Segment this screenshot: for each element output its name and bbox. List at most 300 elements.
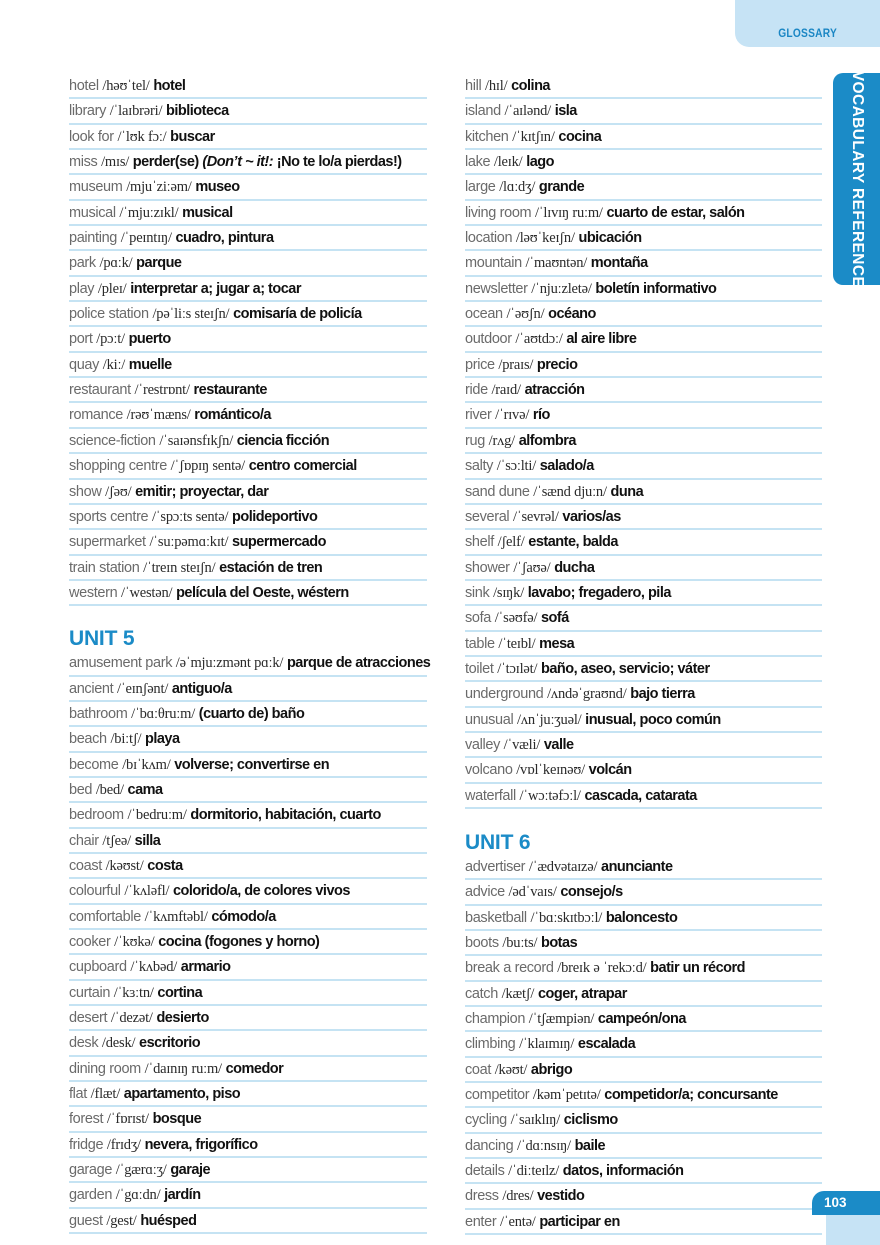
glossary-entry <box>465 982 822 1007</box>
glossary-entry <box>465 454 822 479</box>
vocabulary-reference-label: VOCABULARY REFERENCE <box>848 70 866 288</box>
entry-pronunciation: /kəmˈpetɪtə/ <box>532 1087 601 1104</box>
glossary-entry <box>465 758 822 783</box>
entry-word: look for <box>69 128 114 145</box>
entry-word: location <box>465 230 513 247</box>
entry-translation: centro comercial <box>248 458 357 475</box>
entry-pronunciation: /ˈlɪvɪŋ ruːm/ <box>534 204 603 221</box>
entry-pronunciation: /ˈtreɪn steɪʃn/ <box>143 559 216 576</box>
entry-note: (Don’t ~ it!: <box>202 154 274 171</box>
entry-word: miss <box>69 154 98 171</box>
entry-translation: colina <box>511 78 550 94</box>
entry-word: unusual <box>465 711 514 728</box>
unit-6-list <box>465 855 822 1235</box>
entry-pronunciation: /kætʃ/ <box>501 985 535 1002</box>
entry-translation: batir un récord <box>650 960 745 977</box>
entry-translation: antiguo/a <box>171 680 232 697</box>
entry-word: catch <box>465 985 498 1002</box>
glossary-entry <box>465 530 822 555</box>
glossary-entry <box>69 955 427 980</box>
entry-translation: bosque <box>152 1111 202 1128</box>
entry-translation: anunciante <box>601 858 673 875</box>
entry-translation: cortina <box>157 984 203 1001</box>
glossary-entry <box>465 327 822 352</box>
entry-translation: desierto <box>156 1010 209 1027</box>
glossary-entry <box>465 581 822 606</box>
entry-pronunciation: /biːtʃ/ <box>110 731 142 748</box>
glossary-entry <box>465 251 822 276</box>
entry-translation: armario <box>180 959 231 976</box>
glossary-entry <box>465 201 822 226</box>
entry-word: coat <box>465 1061 492 1078</box>
unit-5-list <box>69 651 431 1234</box>
entry-pronunciation: /sɪŋk/ <box>493 584 525 601</box>
glossary-entry <box>465 1083 822 1108</box>
unit-5-title: UNIT 5 <box>69 627 135 651</box>
entry-word: outdoor <box>465 331 512 348</box>
entry-translation: grande <box>538 179 585 196</box>
glossary-entry <box>69 981 427 1006</box>
glossary-entry <box>69 454 427 479</box>
entry-pronunciation: /ˈrɪvə/ <box>495 407 530 424</box>
entry-word: quay <box>69 356 100 373</box>
entry-translation: ducha <box>554 559 595 576</box>
entry-pronunciation: /ˈrestrɒnt/ <box>134 382 190 399</box>
glossary-entry <box>465 505 822 530</box>
entry-pronunciation: /ˈwɔːtəfɔːl/ <box>519 787 581 804</box>
entry-translation: escritorio <box>139 1035 201 1052</box>
entry-word: western <box>69 584 118 601</box>
entry-translation: océano <box>548 306 596 323</box>
entry-pronunciation: /ˈnjuːzletə/ <box>531 280 592 297</box>
glossary-entry <box>465 931 822 956</box>
glossary-entry <box>69 327 427 352</box>
glossary-entry <box>465 880 822 905</box>
entry-word: valley <box>465 736 500 753</box>
entry-translation: costa <box>147 857 183 874</box>
entry-word: musical <box>69 204 116 221</box>
entry-pronunciation: /ˈsænd djuːn/ <box>533 483 607 500</box>
entry-translation: apartamento, piso <box>123 1086 241 1103</box>
entry-pronunciation: /ˈʃaʊə/ <box>513 559 551 576</box>
glossary-entry <box>69 556 427 581</box>
glossary-entry <box>465 74 822 99</box>
entry-translation: participar en <box>539 1213 620 1230</box>
entry-translation: alfombra <box>518 432 576 449</box>
entry-pronunciation: /ˈlaɪbrəri/ <box>109 103 163 120</box>
entry-pronunciation: /ˈsevrəl/ <box>512 508 559 525</box>
entry-translation: musical <box>182 204 233 221</box>
glossary-entry <box>69 1133 427 1158</box>
entry-word: romance <box>69 407 123 424</box>
entry-pronunciation: /ˈentə/ <box>500 1213 536 1230</box>
entry-pronunciation: /əˈmjuːzmənt pɑːk/ <box>175 655 284 672</box>
glossary-entry <box>465 99 822 124</box>
glossary-entry <box>465 1108 822 1133</box>
glossary-entry <box>69 302 427 327</box>
entry-translation: río <box>532 407 550 424</box>
entry-translation: vestido <box>537 1188 585 1205</box>
entry-translation: datos, información <box>562 1163 684 1180</box>
entry-pronunciation: /tʃeə/ <box>102 832 131 849</box>
entry-word: dining room <box>69 1060 141 1077</box>
entry-word: become <box>69 756 119 773</box>
entry-translation: biblioteca <box>165 103 229 120</box>
entry-translation: duna <box>610 483 644 500</box>
entry-word: forest <box>69 1111 104 1128</box>
entry-pronunciation: /raɪd/ <box>491 382 521 399</box>
glossary-entry <box>69 829 427 854</box>
entry-translation: baile <box>574 1137 606 1154</box>
entry-word: rug <box>465 432 485 449</box>
entry-pronunciation: /ˈeɪnʃənt/ <box>117 680 169 697</box>
right-column <box>465 74 822 1235</box>
entry-translation: playa <box>144 731 180 748</box>
entry-word: coast <box>69 857 102 874</box>
entry-pronunciation: /ˈwestən/ <box>121 584 173 601</box>
entry-translation: botas <box>540 935 578 951</box>
entry-pronunciation: /lɑːdʒ/ <box>499 179 536 196</box>
entry-word: museum <box>69 179 123 196</box>
glossary-entry <box>69 226 427 251</box>
glossary-entry <box>465 733 822 758</box>
entry-word: boots <box>465 935 499 951</box>
entry-word: sink <box>465 584 490 601</box>
entry-word: police station <box>69 306 149 323</box>
entry-pronunciation: /ˈkɪtʃɪn/ <box>512 128 555 145</box>
entry-pronunciation: /ˈfɒrɪst/ <box>106 1111 149 1128</box>
entry-translation: parque <box>136 255 182 272</box>
entry-translation: bajo tierra <box>630 686 695 703</box>
entry-translation: parque de atracciones <box>286 655 431 672</box>
entry-word: fridge <box>69 1136 104 1153</box>
entry-word: park <box>69 255 96 272</box>
entry-pronunciation: /frɪdʒ/ <box>106 1136 141 1153</box>
glossary-entry <box>69 480 427 505</box>
entry-word: toilet <box>465 660 494 677</box>
entry-translation: isla <box>554 103 577 120</box>
entry-translation: abrigo <box>530 1061 573 1078</box>
entry-word: hill <box>465 78 482 94</box>
glossary-entry <box>69 277 427 302</box>
entry-pronunciation: /ˈkʌmftəbl/ <box>144 908 208 925</box>
entry-translation: lago <box>526 154 554 171</box>
entry-translation: (cuarto de) baño <box>198 705 305 722</box>
entry-word: island <box>465 103 501 120</box>
entry-word: ancient <box>69 680 114 697</box>
entry-pronunciation: /pleɪ/ <box>97 280 127 297</box>
entry-pronunciation: /ˈdɑːnsɪŋ/ <box>517 1137 571 1154</box>
entry-word: port <box>69 331 93 348</box>
entry-translation: cocina (fogones y horno) <box>158 934 320 950</box>
entry-translation: nevera, frigorífico <box>144 1136 258 1153</box>
entry-word: flat <box>69 1086 87 1103</box>
entry-translation: garaje <box>170 1162 211 1179</box>
entry-word: competitor <box>465 1087 530 1104</box>
entry-pronunciation: /ˈkʊkə/ <box>114 934 155 950</box>
entry-translation: muelle <box>128 356 172 373</box>
entry-translation: cama <box>127 781 163 798</box>
entry-word: garden <box>69 1187 113 1204</box>
entry-translation: ubicación <box>578 230 642 247</box>
entry-pronunciation: /ˈklaɪmɪŋ/ <box>519 1036 575 1053</box>
entry-pronunciation: /ˈkʌləfl/ <box>124 883 170 900</box>
entry-translation: consejo/s <box>560 884 623 901</box>
glossary-entry <box>465 480 822 505</box>
entry-pronunciation: /mjuˈziːəm/ <box>126 179 192 196</box>
entry-word: painting <box>69 230 117 247</box>
glossary-entry <box>69 429 427 454</box>
entry-translation: polideportivo <box>231 508 318 525</box>
glossary-entry <box>465 1134 822 1159</box>
entry-translation: volverse; convertirse en <box>174 756 330 773</box>
entry-word: salty <box>465 458 494 475</box>
entry-word: lake <box>465 154 491 171</box>
entry-word: dress <box>465 1188 499 1205</box>
entry-translation: cocina <box>558 128 602 145</box>
glossary-entry <box>69 905 427 930</box>
entry-word: cooker <box>69 934 111 950</box>
entry-word: basketball <box>465 909 527 926</box>
glossary-entry <box>465 606 822 631</box>
entry-translation: huésped <box>140 1212 197 1229</box>
entry-pronunciation: /buːts/ <box>502 935 538 951</box>
section-spacer <box>465 809 822 830</box>
glossary-entry <box>69 854 427 879</box>
entry-translation: ciclismo <box>563 1112 618 1129</box>
entry-pronunciation: /leɪk/ <box>493 154 523 171</box>
entry-word: mountain <box>465 255 522 272</box>
left-column <box>69 74 431 1234</box>
glossary-entry <box>69 150 427 175</box>
entry-pronunciation: /ˈsəʊfə/ <box>494 610 538 627</box>
entry-translation: cuarto de estar, salón <box>606 204 745 221</box>
entry-pronunciation: /ˈædvətaɪzə/ <box>528 858 598 875</box>
entry-translation: comedor <box>225 1060 284 1077</box>
glossary-entry <box>69 74 427 99</box>
entry-pronunciation: /ʌnˈjuːʒuəl/ <box>517 711 582 728</box>
entry-word: advice <box>465 884 505 901</box>
glossary-entry <box>69 1107 427 1132</box>
entry-pronunciation: /ˈdiːteɪlz/ <box>508 1163 560 1180</box>
glossary-entry <box>465 277 822 302</box>
entry-pronunciation: /bɪˈkʌm/ <box>122 756 171 773</box>
entry-pronunciation: /ˈpeɪntɪŋ/ <box>120 230 172 247</box>
entry-word: river <box>465 407 492 424</box>
entry-translation: buscar <box>170 128 215 145</box>
entry-translation: estante, balda <box>528 534 618 551</box>
glossary-tab <box>735 0 880 47</box>
entry-pronunciation: /breɪk ə ˈrekɔːd/ <box>557 960 647 977</box>
glossary-entry <box>69 803 427 828</box>
entry-pronunciation: /ˈmaʊntən/ <box>525 255 588 272</box>
entry-word: supermarket <box>69 534 146 551</box>
entry-translation: campeón/ona <box>597 1011 686 1028</box>
glossary-entry <box>69 778 427 803</box>
entry-pronunciation: /kəʊt/ <box>494 1061 528 1078</box>
entry-word: ocean <box>465 306 503 323</box>
entry-pronunciation: /ˈaɪlənd/ <box>504 103 551 120</box>
entry-translation: sofá <box>540 610 569 627</box>
glossary-entry <box>69 201 427 226</box>
glossary-entry <box>465 403 822 428</box>
glossary-entry <box>69 353 427 378</box>
glossary-entry <box>465 125 822 150</box>
entry-translation: salado/a <box>539 458 594 475</box>
entry-word: sofa <box>465 610 492 627</box>
entry-word: sports centre <box>69 508 149 525</box>
entry-pronunciation: /ˈʃɒpɪŋ sentə/ <box>170 458 245 475</box>
glossary-entry <box>465 429 822 454</box>
entry-translation: escalada <box>577 1036 636 1053</box>
entry-word: chair <box>69 832 99 849</box>
glossary-entry <box>465 632 822 657</box>
entry-pronunciation: /praɪs/ <box>498 356 534 373</box>
entry-translation: comisaría de policía <box>233 306 362 323</box>
entry-pronunciation: /ˈlʊk fɔː/ <box>117 128 167 145</box>
entry-pronunciation: /həʊˈtel/ <box>102 78 150 94</box>
glossary-entry <box>465 150 822 175</box>
entry-word: library <box>69 103 107 120</box>
entry-word: hotel <box>69 78 99 94</box>
entry-translation: precio <box>536 356 578 373</box>
glossary-entry <box>69 581 427 606</box>
entry-pronunciation: /rəʊˈmæns/ <box>126 407 191 424</box>
glossary-entry <box>69 1057 427 1082</box>
entry-translation: restaurante <box>193 382 267 399</box>
entry-word: desk <box>69 1035 99 1052</box>
entry-word: kitchen <box>465 128 509 145</box>
entry-translation: perder(se) <box>132 154 199 171</box>
entry-pronunciation: /pɔːt/ <box>96 331 125 348</box>
glossary-entry <box>465 855 822 880</box>
entry-translation: atracción <box>524 382 585 399</box>
glossary-entry <box>465 1032 822 1057</box>
entry-translation: romántico/a <box>194 407 271 424</box>
entry-translation: dormitorio, habitación, cuarto <box>190 807 381 824</box>
entry-word: amusement park <box>69 655 173 672</box>
glossary-entry <box>69 403 427 428</box>
glossary-entry <box>465 784 822 809</box>
entry-pronunciation: /ˈvæli/ <box>503 736 541 753</box>
entry-word: colourful <box>69 883 121 900</box>
entry-word: table <box>465 635 495 652</box>
entry-word: dancing <box>465 1137 514 1154</box>
entry-translation: boletín informativo <box>595 280 717 297</box>
right-top-list <box>465 74 822 809</box>
entry-translation: lavabo; fregadero, pila <box>527 584 671 601</box>
entry-word: shopping centre <box>69 458 167 475</box>
vocabulary-reference-tab <box>833 70 880 288</box>
glossary-entry <box>69 1082 427 1107</box>
entry-word: champion <box>465 1011 526 1028</box>
glossary-entry <box>69 175 427 200</box>
entry-translation: cascada, catarata <box>584 787 697 804</box>
glossary-entry <box>465 682 822 707</box>
entry-word: ride <box>465 382 488 399</box>
entry-pronunciation: /ʌndəˈgraʊnd/ <box>547 686 627 703</box>
glossary-entry <box>465 1210 822 1235</box>
entry-word: volcano <box>465 762 513 779</box>
entry-pronunciation: /ˈbɑːθruːm/ <box>131 705 196 722</box>
entry-pronunciation: /flæt/ <box>90 1086 121 1103</box>
entry-pronunciation: /ˈteɪbl/ <box>498 635 536 652</box>
page-number-band <box>826 1215 880 1245</box>
entry-pronunciation: /ʃəʊ/ <box>105 483 132 500</box>
entry-translation: museo <box>195 179 240 196</box>
entry-pronunciation: /ˈəʊʃn/ <box>506 306 545 323</box>
entry-pronunciation: /ˈgɑːdn/ <box>115 1187 161 1204</box>
entry-word: desert <box>69 1010 108 1027</box>
entry-pronunciation: /desk/ <box>101 1035 136 1052</box>
glossary-entry <box>465 378 822 403</box>
glossary-entry <box>465 956 822 981</box>
entry-word: bedroom <box>69 807 124 824</box>
entry-translation: baloncesto <box>605 909 678 926</box>
glossary-entry <box>465 226 822 251</box>
entry-word: bed <box>69 781 93 798</box>
entry-word: shower <box>465 559 510 576</box>
glossary-entry <box>69 125 427 150</box>
glossary-entry <box>69 1209 427 1234</box>
entry-pronunciation: /ˈsɔːlti/ <box>496 458 537 475</box>
entry-translation: cómodo/a <box>211 908 276 925</box>
entry-pronunciation: /ˈspɔːts sentə/ <box>151 508 229 525</box>
entry-word: cupboard <box>69 959 127 976</box>
entry-pronunciation: /gest/ <box>106 1212 137 1229</box>
entry-word: train station <box>69 559 140 576</box>
entry-word: waterfall <box>465 787 516 804</box>
glossary-entry <box>465 1184 822 1209</box>
glossary-entry <box>69 651 431 676</box>
entry-pronunciation: /hɪl/ <box>485 78 508 94</box>
glossary-entry <box>465 1159 822 1184</box>
entry-pronunciation: /pɑːk/ <box>99 255 133 272</box>
entry-pronunciation: /kiː/ <box>102 356 126 373</box>
entry-word: guest <box>69 1212 103 1229</box>
glossary-entry <box>465 1058 822 1083</box>
entry-word: cycling <box>465 1112 507 1129</box>
entry-word: show <box>69 483 102 500</box>
entry-pronunciation: /ˈsuːpəmɑːkɪt/ <box>149 534 229 551</box>
glossary-entry <box>465 302 822 327</box>
glossary-entry <box>69 727 427 752</box>
entry-word: climbing <box>465 1036 516 1053</box>
glossary-label: GLOSSARY <box>778 26 837 40</box>
glossary-entry <box>69 1183 427 1208</box>
entry-word: garage <box>69 1162 113 1179</box>
entry-word: bathroom <box>69 705 128 722</box>
entry-word: restaurant <box>69 382 131 399</box>
entry-translation: baño, aseo, servicio; váter <box>540 660 710 677</box>
entry-translation: varios/as <box>562 508 621 525</box>
glossary-entry <box>69 505 427 530</box>
entry-word: science-fiction <box>69 432 156 449</box>
entry-word: sand dune <box>465 483 530 500</box>
entry-pronunciation: /pəˈliːs steɪʃn/ <box>152 306 230 323</box>
glossary-entry <box>69 1158 427 1183</box>
entry-pronunciation: /ˈkɜːtn/ <box>113 984 154 1001</box>
glossary-entry <box>69 930 427 955</box>
glossary-entry <box>465 906 822 931</box>
entry-pronunciation: /ˈdezət/ <box>110 1010 153 1027</box>
entry-pronunciation: /ʃelf/ <box>497 534 525 551</box>
entry-word: newsletter <box>465 280 528 297</box>
glossary-entry <box>465 708 822 733</box>
glossary-entry <box>465 657 822 682</box>
entry-translation: al aire libre <box>566 331 637 348</box>
entry-translation: coger, atrapar <box>537 985 627 1002</box>
